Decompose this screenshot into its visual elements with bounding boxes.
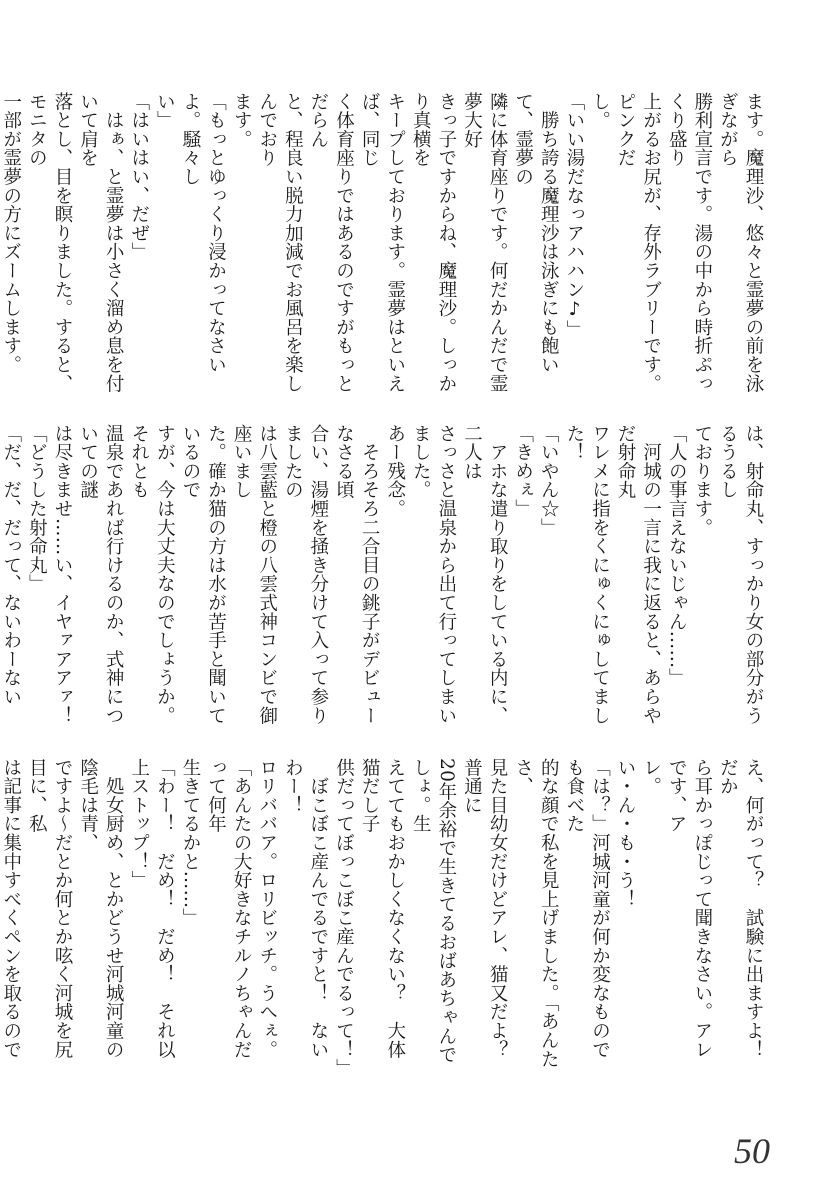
text-line: 一部が霊夢の方にズームします。: [0, 92, 22, 374]
text-line: アホな遣り取りをしている内に、二人は: [461, 424, 509, 725]
text-line: 「人の事言えないじゃん……」: [666, 424, 688, 688]
text-line: 「だ、だ、だって、ないわーない: [0, 424, 22, 706]
text-block-upper: [0, 92, 766, 410]
text-line: 「いやん☆」: [538, 424, 560, 537]
text-line: 供だってぼっこぼこ産んでるって！」: [333, 758, 355, 1078]
text-line: 「どうした射命丸」: [26, 424, 48, 594]
text-line: あー残念。: [384, 424, 406, 518]
text-line: 勝利宣言です。湯の中から時折ぷっくり盛り: [666, 92, 713, 393]
text-line: ております。: [691, 424, 713, 537]
text-line: 「わー！ だめ！ だめ！ それ以上ストップ！」: [128, 758, 176, 1059]
text-line: 生きてるかと……」: [179, 758, 201, 928]
text-line: は、射命丸、すっかり女の部分がうるうるし: [717, 424, 764, 725]
text-block-middle: [0, 424, 766, 742]
text-line: ます。魔理沙、悠々と霊夢の前を泳ぎながら: [717, 92, 764, 393]
text-line: 20年余裕で生きてるおばあちゃんでしょ。生: [410, 758, 457, 1065]
text-line: ですよ～だとか何とか呟く河城を尻目に、私: [26, 758, 73, 1059]
text-line: い・ん・も・う！: [615, 758, 637, 909]
text-line: 「はいはい、だぜ」: [128, 92, 150, 262]
text-line: ます。: [231, 92, 253, 149]
text-line: え、何がって？ 試験に出ますよ！ だか: [717, 758, 764, 1078]
text-line: きっ子ですからね、魔理沙。しっかり真横を: [410, 92, 457, 393]
text-line: レ。: [640, 758, 662, 796]
text-line: そろそろ二合目の銚子がデビューなさる頃: [333, 424, 381, 725]
text-line: た。確か猫の方は水が苦手と聞いているので: [179, 424, 227, 725]
text-line: 合い、湯煙を掻き分けて入って参りましたの: [282, 424, 329, 725]
text-line: ら耳かっぽじって聞きなさい。アレです、ア: [666, 758, 713, 1059]
text-line: 勝ち誇る魔理沙は泳ぎにも飽いて、霊夢の: [512, 92, 560, 374]
text-line: 「きめぇ」: [512, 424, 534, 518]
page-number: 50: [734, 1131, 770, 1171]
text-line: は八雲藍と橙の八雲式神コンビで御座いまし: [231, 424, 278, 725]
text-line: ワレメに指をくにゅくにゅしてました！: [563, 424, 611, 725]
text-line: 「あんたの大好きなチルノちゃんだって何年: [205, 758, 253, 1059]
text-line: すが、今は大丈夫なのでしょうか。それとも: [128, 424, 176, 725]
text-line: し。: [589, 92, 611, 130]
text-line: と、程良い脱力加減でお風呂を楽しんでおり: [256, 92, 304, 393]
text-line: さっさと温泉から出て行ってしまいました。: [410, 424, 457, 725]
text-line: 「いい湯だなっアハハン♪」: [563, 92, 585, 339]
text-line: く体育座りではあるのですがもっとだらん: [307, 92, 355, 393]
text-line: 「もっとゆっくり浸かってなさいよ。騒々し: [179, 92, 227, 374]
text-line: 温泉であれば行けるのか、式神についての謎: [77, 424, 125, 725]
text-line: キープしております。霊夢はといえば、同じ: [359, 92, 406, 393]
text-line: 的な顔で私を見上げました。「あんたさ、: [512, 758, 560, 1069]
text-line: ロリババア。ロリビッチ。うへぇ。: [256, 758, 278, 1059]
text-line: えててもおかしくなくない？ 大体猫だし子: [359, 758, 406, 1059]
text-block-lower: [0, 758, 766, 1078]
text-line: は記事に集中すべくペンを取るので: [0, 758, 22, 1059]
text-line: 上がるお尻が、存外ラブリーです。ピンクだ: [615, 92, 662, 393]
text-line: 河城の一言に我に返ると、あらやだ射命丸: [615, 424, 662, 725]
text-line: 隣に体育座りです。何だかんだで霊夢大好: [461, 92, 509, 393]
text-line: はぁ、と霊夢は小さく溜め息を付いて肩を: [77, 92, 125, 393]
text-line: 見た目幼女だけどアレ、猫又だよ？ 普通に: [461, 758, 509, 1078]
text-line: 「は？」河城河童が何か変なものでも食べた: [563, 758, 611, 1059]
text-line: は尽きませ……い、イヤァアアァ！: [51, 424, 73, 725]
text-line: ぼこぼこ産んでるですと！ ないわー！: [282, 758, 329, 1059]
text-line: 落とし、目を瞑りました。すると、モニタの: [26, 92, 73, 393]
text-line: い」: [154, 92, 176, 130]
text-line: 処女厨め、とかどうせ河城河童の陰毛は青、: [77, 758, 125, 1059]
